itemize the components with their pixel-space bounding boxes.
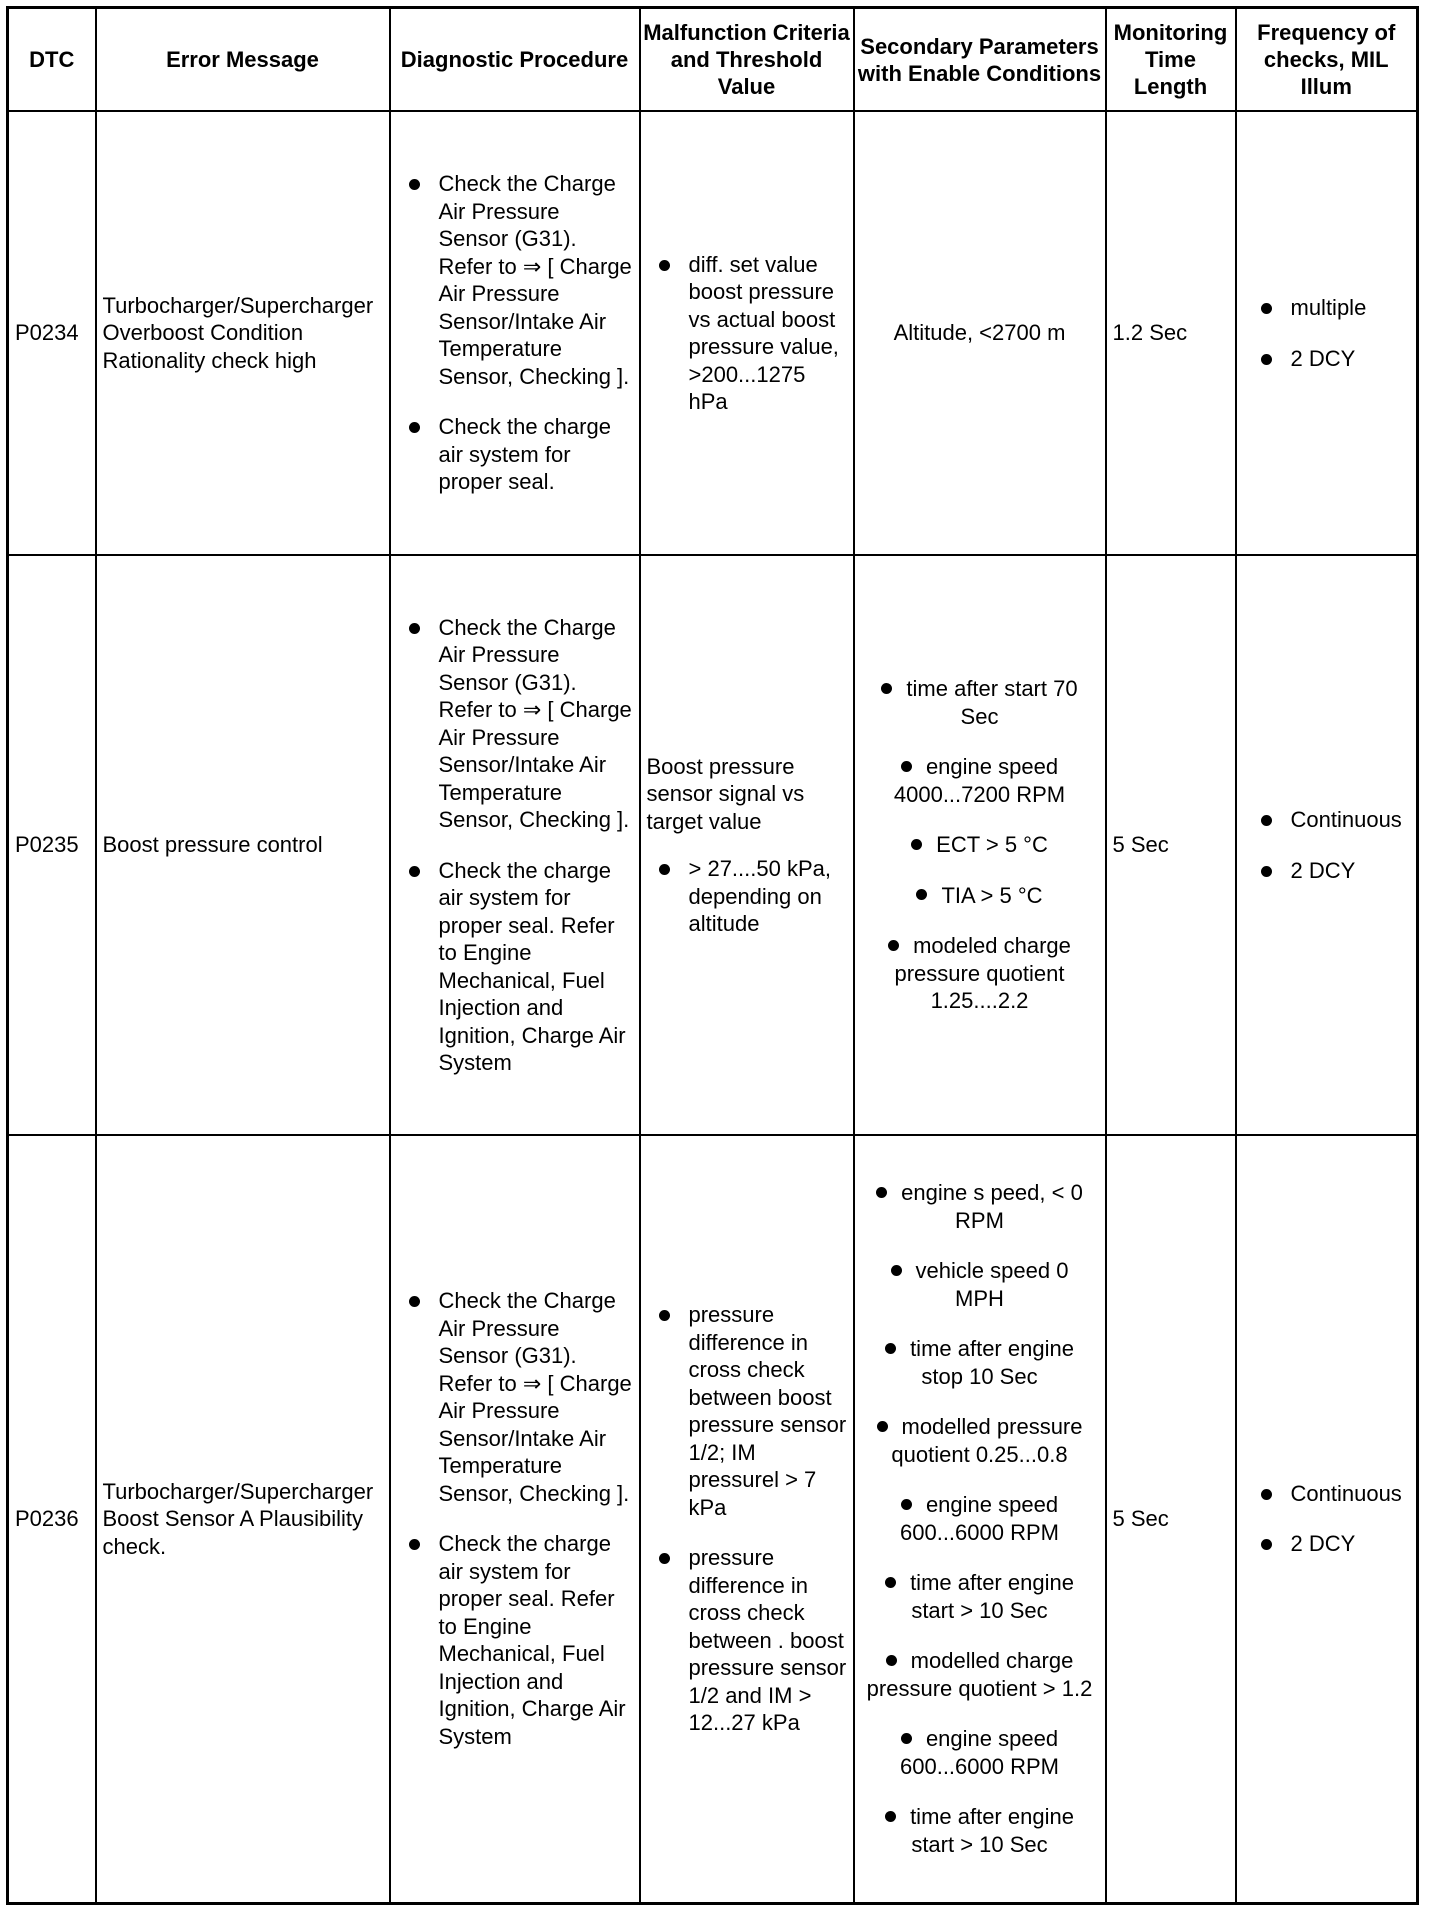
criteria-list (647, 1301, 847, 1737)
frequency-text: Continuous (1290, 807, 1402, 832)
frequency-text: multiple (1290, 295, 1367, 320)
secondary-item (861, 1725, 1099, 1780)
secondary-text: time after engine start > 10 Sec (910, 1804, 1074, 1857)
frequency-item (1261, 294, 1411, 322)
procedure-item (409, 614, 633, 834)
criteria-text: Boost pressure sensor signal vs target value (646, 753, 805, 834)
bullet-icon (1261, 815, 1272, 826)
procedure-list (397, 170, 633, 496)
secondary-item (861, 675, 1099, 730)
frequency-text: 2 DCY (1290, 857, 1356, 883)
frequency (1236, 111, 1418, 555)
error-message: Boost pressure control (96, 555, 390, 1135)
secondary-text: engine speed 4000...7200 RPM (893, 754, 1066, 807)
bullet-icon (1261, 354, 1272, 365)
frequency-text: 2 DCY (1290, 1531, 1356, 1557)
procedure-list (397, 1287, 633, 1750)
bullet-icon (886, 1655, 897, 1666)
secondary-text: ECT > 5 °C (936, 832, 1048, 858)
dtc-code: P0234 (8, 111, 96, 555)
header-error-message: Error Message (96, 8, 390, 112)
bullet-icon (876, 1187, 887, 1198)
secondary-item (861, 932, 1099, 1015)
secondary-text: modelled pressure quotient 0.25...0.8 (891, 1414, 1083, 1467)
bullet-icon (409, 422, 420, 433)
secondary-item (861, 1413, 1099, 1468)
secondary-item (861, 1491, 1099, 1546)
criteria-list (647, 251, 847, 416)
procedure-text: Check the charge air system for proper seal. Refer to Engine Mechanical, Fuel Injection and Ignition, Charge Air System (438, 857, 626, 1075)
frequency-item (1261, 1480, 1411, 1508)
criteria-list (647, 855, 847, 938)
criteria-text: diff. set value boost pressure vs actual boost pressure value, >200...1275 hPa (688, 251, 839, 414)
secondary-item (861, 1179, 1099, 1234)
table-row (8, 555, 1418, 1135)
procedure-text: Check the charge air system for proper seal. (438, 414, 611, 495)
header-dtc: DTC (8, 8, 96, 112)
criteria-item (659, 251, 847, 416)
bullet-icon (409, 866, 420, 877)
procedure-item (409, 170, 633, 390)
frequency-list (1243, 294, 1411, 372)
procedure-text: Check the charge air system for proper seal. Refer to Engine Mechanical, Fuel Injection and Ignition, Charge Air System (438, 1531, 626, 1749)
secondary-parameters (854, 111, 1106, 555)
header-monitoring-time: Monitoring Time Length (1106, 8, 1236, 112)
secondary-item (861, 1335, 1099, 1390)
criteria-text: pressure difference in cross check between . boost pressure sensor 1/2 and IM > 12...27 kPa (688, 1545, 847, 1735)
secondary-text: Altitude, <2700 m (893, 320, 1066, 346)
bullet-icon (659, 1310, 670, 1321)
table-row (8, 1135, 1418, 1903)
header-diagnostic-procedure: Diagnostic Procedure (390, 8, 640, 112)
header-frequency: Frequency of checks, MIL Illum (1236, 8, 1418, 112)
bullet-icon (1261, 1489, 1272, 1500)
secondary-item (861, 1257, 1099, 1312)
procedure-item (409, 857, 633, 1077)
frequency (1236, 555, 1418, 1135)
bullet-icon (1261, 303, 1272, 314)
secondary-text: vehicle speed 0 MPH (915, 1258, 1069, 1311)
dtc-table (6, 6, 1419, 1905)
criteria-item (659, 855, 847, 938)
bullet-icon (409, 1296, 420, 1307)
secondary-text: time after start 70 Sec (906, 676, 1078, 729)
table-row (8, 111, 1418, 555)
bullet-icon (659, 260, 670, 271)
secondary-parameters (854, 1135, 1106, 1903)
secondary-item (861, 753, 1099, 808)
frequency (1236, 1135, 1418, 1903)
procedure-list (397, 614, 633, 1077)
secondary-text: modeled charge pressure quotient 1.25....2.2 (894, 933, 1071, 1014)
dtc-code: P0236 (8, 1135, 96, 1903)
dtc-code: P0235 (8, 555, 96, 1135)
malfunction-criteria (640, 1135, 854, 1903)
bullet-icon (916, 889, 927, 900)
monitoring-time: 5 Sec (1106, 1135, 1236, 1903)
bullet-icon (885, 1811, 896, 1822)
secondary-text: modelled charge pressure quotient > 1.2 (866, 1648, 1093, 1701)
diagnostic-procedure (390, 1135, 640, 1903)
malfunction-criteria (640, 111, 854, 555)
secondary-item (861, 831, 1099, 859)
bullet-icon (877, 1421, 888, 1432)
bullet-icon (409, 179, 420, 190)
error-message: Turbocharger/Supercharger Boost Sensor A Plausibility check. (96, 1135, 390, 1903)
bullet-icon (901, 761, 912, 772)
malfunction-criteria (640, 555, 854, 1135)
secondary-text: engine s peed, < 0 RPM (901, 1180, 1083, 1233)
bullet-icon (409, 623, 420, 634)
bullet-icon (659, 1553, 670, 1564)
monitoring-time: 5 Sec (1106, 555, 1236, 1135)
monitoring-time: 1.2 Sec (1106, 111, 1236, 555)
header-malfunction-criteria: Malfunction Criteria and Threshold Value (640, 8, 854, 112)
criteria-text: > 27....50 kPa, depending on altitude (688, 856, 831, 936)
bullet-icon (891, 1265, 902, 1276)
procedure-item (409, 413, 633, 496)
procedure-text: Check the Charge Air Pressure Sensor (G31). Refer to ⇒ [ Charge Air Pressure Sensor/Intake Air Temperature Sensor, Checking ]. (438, 171, 632, 389)
secondary-item (861, 1647, 1099, 1702)
procedure-item (409, 1287, 633, 1507)
secondary-item (861, 1803, 1099, 1858)
criteria-item (659, 1301, 847, 1521)
procedure-text: Check the Charge Air Pressure Sensor (G31). Refer to ⇒ [ Charge Air Pressure Sensor/Intake Air Temperature Sensor, Checking ]. (438, 1288, 632, 1506)
error-message: Turbocharger/Supercharger Overboost Condition Rationality check high (96, 111, 390, 555)
secondary-parameters (854, 555, 1106, 1135)
bullet-icon (885, 1577, 896, 1588)
secondary-item (861, 1569, 1099, 1624)
secondary-item (861, 882, 1099, 910)
secondary-text: TIA > 5 °C (941, 882, 1043, 908)
secondary-list (861, 1179, 1099, 1858)
bullet-icon (1261, 1539, 1272, 1550)
frequency-text: Continuous (1290, 1480, 1402, 1506)
secondary-list (861, 675, 1099, 1015)
secondary-text: engine speed 600...6000 RPM (900, 1492, 1059, 1545)
criteria-text: pressure difference in cross check between boost pressure sensor 1/2; IM pressurel > 7 kPa (688, 1302, 847, 1520)
bullet-icon (881, 683, 892, 694)
bullet-icon (885, 1343, 896, 1354)
diagnostic-procedure (390, 111, 640, 555)
bullet-icon (901, 1499, 912, 1510)
diagnostic-procedure (390, 555, 640, 1135)
frequency-item (1261, 806, 1411, 834)
criteria-item (659, 1544, 847, 1737)
frequency-item (1261, 345, 1411, 373)
bullet-icon (901, 1733, 912, 1744)
frequency-list (1243, 806, 1411, 884)
frequency-item (1261, 857, 1411, 885)
secondary-text: time after engine stop 10 Sec (910, 1336, 1074, 1389)
procedure-text: Check the Charge Air Pressure Sensor (G31). Refer to ⇒ [ Charge Air Pressure Sensor/Intake Air Temperature Sensor, Checking ]. (438, 614, 632, 832)
bullet-icon (911, 839, 922, 850)
bullet-icon (659, 864, 670, 875)
frequency-list (1243, 1480, 1411, 1558)
bullet-icon (888, 940, 899, 951)
header-row (8, 8, 1418, 112)
bullet-icon (409, 1539, 420, 1550)
secondary-text: time after engine start > 10 Sec (910, 1570, 1074, 1623)
procedure-item (409, 1530, 633, 1750)
secondary-text: engine speed 600...6000 RPM (900, 1726, 1059, 1779)
frequency-text: 2 DCY (1290, 345, 1356, 371)
header-secondary-parameters: Secondary Parameters with Enable Conditions (854, 8, 1106, 112)
bullet-icon (1261, 866, 1272, 877)
frequency-item (1261, 1530, 1411, 1558)
